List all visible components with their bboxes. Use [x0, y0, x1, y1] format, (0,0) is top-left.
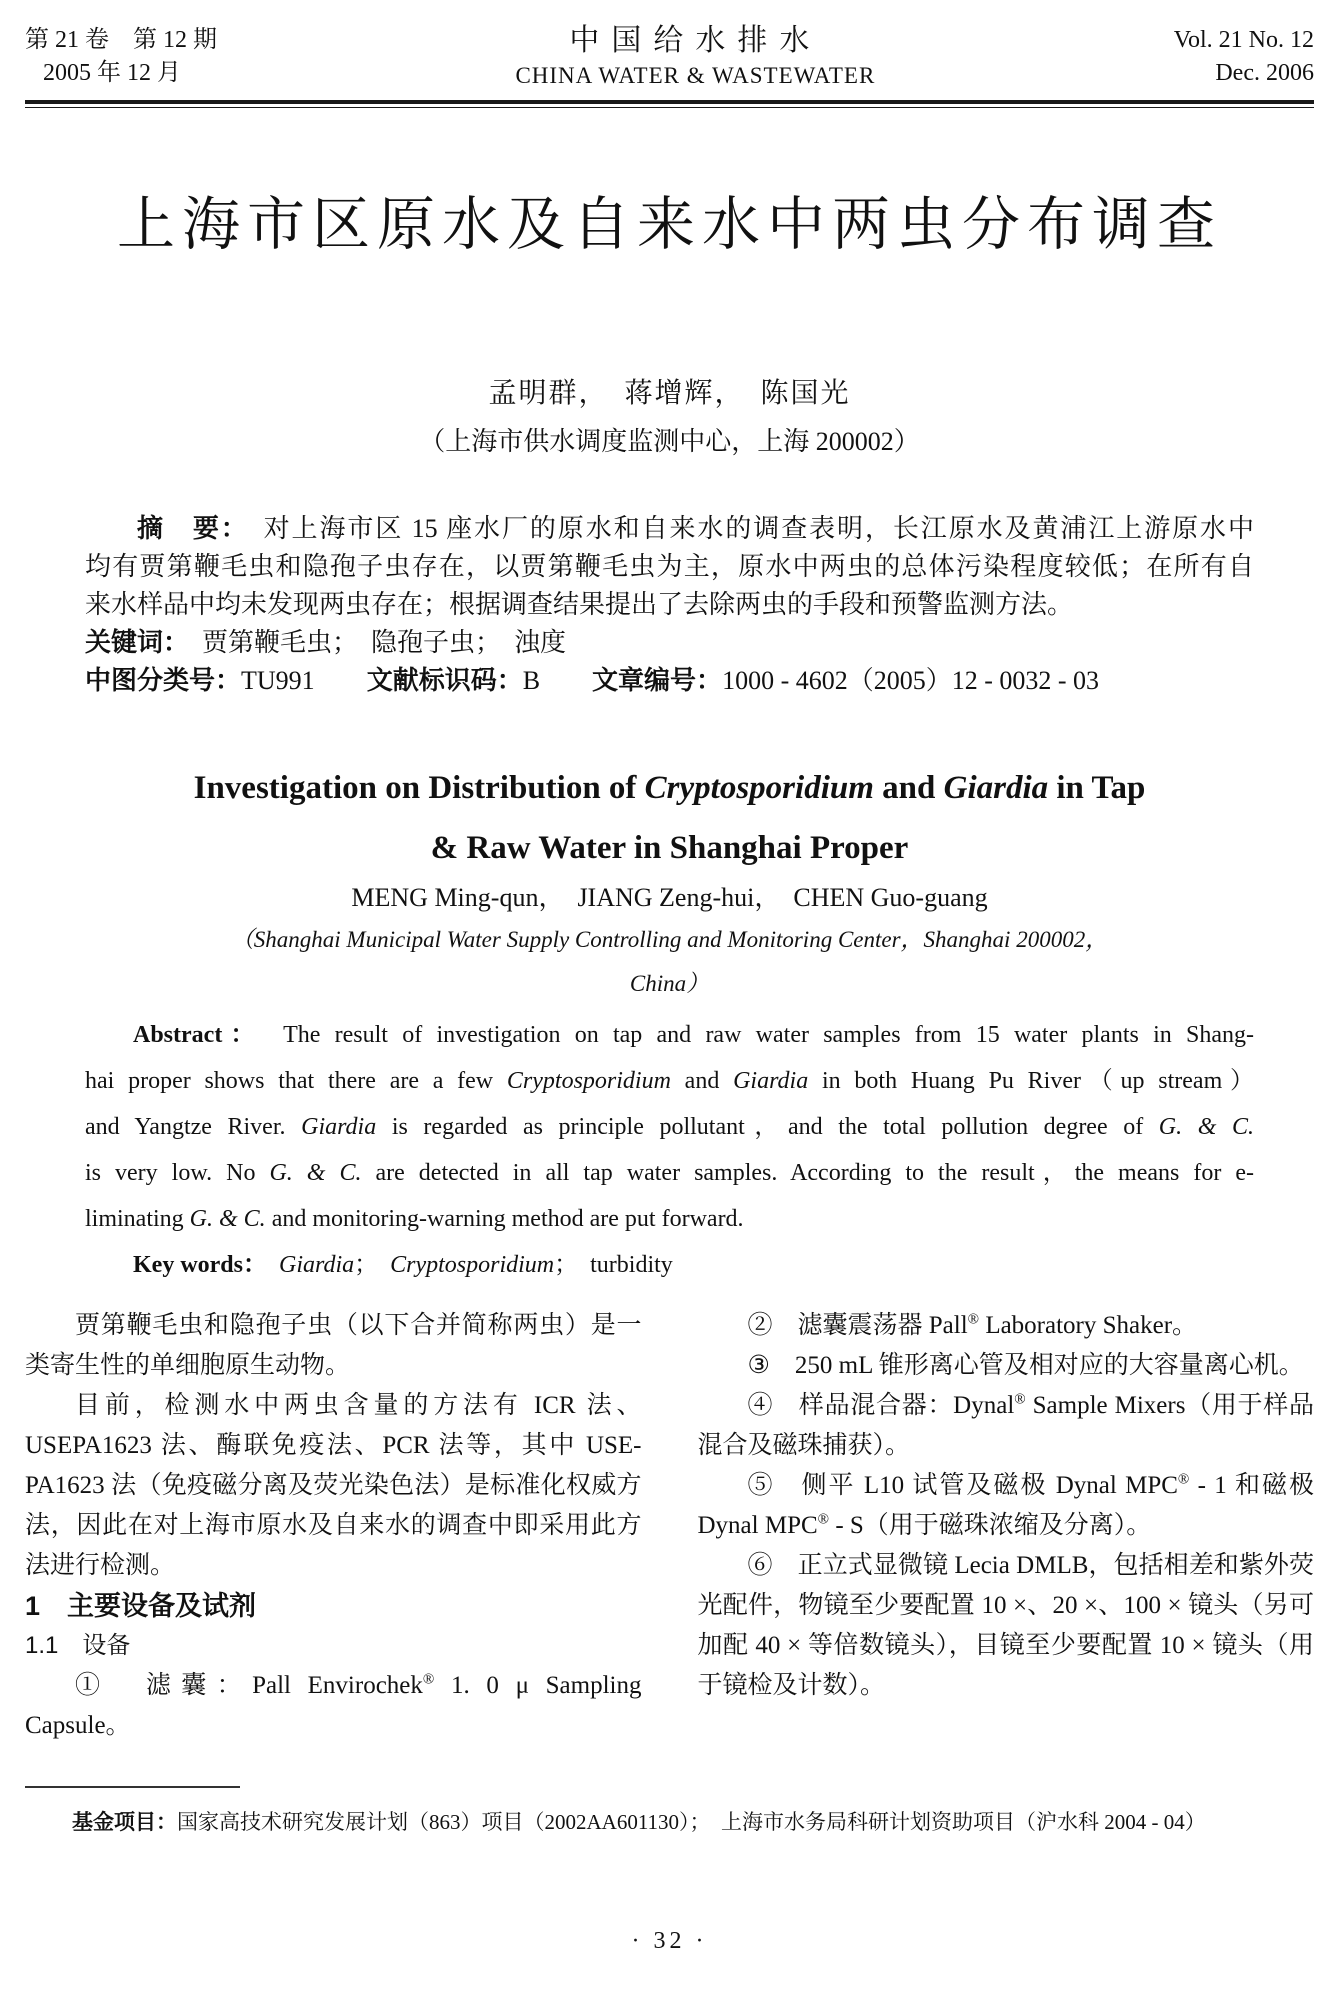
text-segment: 对上海市区 15 座水厂的原水和自来水的调查表明，长江原水及黄浦江上游原水中 — [235, 514, 1254, 543]
text-line — [85, 510, 1254, 548]
authors-en: MENG Ming-qun， JIANG Zeng-hui， CHEN Guo-guang — [351, 883, 988, 912]
text-segment — [255, 1252, 279, 1278]
article-title-en — [25, 758, 1314, 878]
text-segment: 贾第鞭毛虫和隐孢子虫（以下合并简称两虫）是一类寄生性的单细胞原生动物。 — [25, 1312, 642, 1379]
text-segment: and monitoring-warning method are put forward. — [265, 1206, 744, 1232]
text-segment: The result of investigation on tap and raw water samples from 15 water plants in Shang- — [250, 1022, 1254, 1048]
text-line — [25, 818, 1314, 878]
text-segment: 关键词： — [85, 628, 177, 657]
paragraph — [698, 1346, 1315, 1386]
text-segment: ③ 250 mL 锥形离心管及相对应的大容量离心机。 — [747, 1352, 1304, 1379]
affiliation-en — [25, 918, 1314, 1006]
volume-number-en: Vol. 21 No. 12 — [1173, 27, 1314, 53]
page-number: · 32 · — [631, 1928, 708, 1954]
text-segment: Abstract： — [133, 1022, 251, 1048]
text-segment: ® — [817, 1511, 830, 1528]
text-segment: 均有贾第鞭毛虫和隐孢子虫存在，以贾第鞭毛虫为主，原水中两虫的总体污染程度较低；在所有自 — [85, 552, 1254, 581]
text-segment: ⑤ 侧平 L10 试管及磁极 Dynal MPC — [747, 1472, 1178, 1499]
header-issue-info — [25, 24, 217, 90]
paragraph — [698, 1306, 1315, 1346]
text-segment: 来水样品中均未发现两虫存在；根据调查结果提出了去除两虫的手段和预警监测方法。 — [85, 590, 1074, 619]
footnote-divider — [25, 1786, 240, 1788]
text-segment: ； turbidity — [554, 1252, 673, 1278]
text-segment: Giardia — [733, 1068, 809, 1094]
text-segment: 基金项目： — [72, 1810, 177, 1834]
text-segment: 文献标识码： — [366, 666, 523, 695]
text-segment: Investigation on Distribution of — [193, 770, 645, 806]
text-segment: ® — [1014, 1391, 1026, 1408]
text-segment: and — [670, 1068, 734, 1094]
section-heading — [25, 1586, 642, 1626]
issue-date-cn: 2005 年 12 月 — [43, 60, 181, 86]
text-segment: - 1 和磁极 Dynal MPC — [697, 1472, 1314, 1539]
text-segment: 中图分类号： — [85, 666, 242, 695]
text-segment: ® — [422, 1671, 435, 1688]
left-column — [25, 1306, 642, 1746]
volume-issue: 第 21 卷 第 12 期 — [25, 27, 217, 53]
abstract-cn-paragraph — [85, 510, 1254, 624]
keywords-en — [85, 1242, 1254, 1288]
text-segment: ④ 样品混合器：Dynal — [747, 1392, 1015, 1419]
text-segment: 文章编号： — [592, 666, 723, 695]
text-segment: in both Huang Pu River（up stream） — [808, 1068, 1254, 1094]
text-line — [85, 1058, 1254, 1104]
text-segment: TU991 — [241, 666, 367, 695]
section-heading — [25, 1626, 642, 1666]
journal-header — [25, 0, 1314, 92]
issue-date-en: Dec. 2006 — [1215, 60, 1314, 86]
text-segment: 1000 - 4602（2005）12 - 0032 - 03 — [722, 666, 1100, 695]
text-line — [85, 548, 1254, 586]
fund-project-note — [25, 1802, 1314, 1842]
article-title-cn: 上海市区原水及自来水中两虫分布调查 — [116, 192, 1222, 257]
text-segment: 贾第鞭毛虫； 隐孢子虫； 浊度 — [176, 628, 567, 657]
abstract-en-section — [85, 1012, 1254, 1288]
text-line — [85, 1150, 1254, 1196]
paragraph — [25, 1666, 642, 1746]
keywords-cn — [85, 624, 1254, 662]
text-segment: ® — [967, 1311, 980, 1328]
text-segment: G. & C. — [269, 1160, 362, 1186]
paragraph — [698, 1466, 1315, 1546]
affiliation-cn: （上海市供水调度监测中心，上海 200002） — [419, 427, 920, 456]
text-segment: Giardia — [943, 770, 1049, 806]
text-segment: Laboratory Shaker。 — [979, 1312, 1198, 1339]
text-segment: Cryptosporidium — [644, 770, 874, 806]
text-segment: 目前，检测水中两虫含量的方法有 ICR 法、USEPA1623 法、酶联免疫法、PCR 法等，其中 USE-PA1623 法（免疫磁分离及荧光染色法）是标准化权威方法，因此在对上海市原水及自来水的调查中即采用此方法进行检测。 — [25, 1392, 642, 1579]
text-segment: - S（用于磁珠浓缩及分离）。 — [829, 1512, 1152, 1539]
text-line — [25, 962, 1314, 1006]
journal-title-en: CHINA WATER & WASTEWATER — [515, 63, 876, 88]
text-segment: 1.1 设备 — [25, 1632, 131, 1659]
text-segment: in Tap — [1048, 770, 1146, 806]
text-segment: liminating — [85, 1206, 190, 1232]
text-segment: & Raw Water in Shanghai Proper — [430, 830, 909, 866]
right-column — [698, 1306, 1315, 1746]
text-segment: 国家高技术研究发展计划（863）项目（2002AA601130）； 上海市水务局科研计划资助项目（沪水科 2004 - 04） — [177, 1810, 1206, 1834]
authors-cn: 孟明群， 蒋增辉， 陈国光 — [488, 378, 851, 409]
text-segment: ⑥ 正立式显微镜 Lecia DMLB，包括相差和紫外荧光配件，物镜至少要配置 10 ×、20 ×、100 × 镜头（另可加配 40 × 等倍数镜头），目镜至少要配置 10 × 镜头（用于镜检及计数）。 — [697, 1552, 1314, 1699]
text-segment: is very low. No — [85, 1160, 270, 1186]
text-line — [85, 1012, 1254, 1058]
body-columns — [25, 1306, 1314, 1746]
text-segment: ① 滤囊：Pall Envirochek — [75, 1672, 423, 1699]
text-segment: G. & C. — [189, 1206, 266, 1232]
abstract-cn-section — [85, 510, 1254, 700]
text-segment: and Yangtze River. — [85, 1114, 302, 1140]
text-segment: Key words： — [133, 1252, 255, 1278]
text-segment: 1. 0 μ Sampling Capsule。 — [25, 1672, 642, 1739]
text-segment: Giardia — [301, 1114, 377, 1140]
text-line — [85, 1196, 1254, 1242]
text-line — [25, 758, 1314, 818]
clc-line — [85, 662, 1254, 700]
paragraph — [698, 1546, 1315, 1706]
text-line — [85, 1104, 1254, 1150]
header-volume-info — [1174, 24, 1314, 90]
text-segment: ② 滤囊震荡器 Pall — [747, 1312, 968, 1339]
paragraph — [25, 1306, 642, 1386]
text-segment: Cryptosporidium — [390, 1252, 555, 1278]
text-segment: Giardia — [279, 1252, 355, 1278]
text-segment: ® — [1177, 1471, 1190, 1488]
text-segment: are detected in all tap water samples. According to the result，the means for e- — [361, 1160, 1254, 1186]
text-segment: ； — [354, 1252, 391, 1278]
text-segment: is regarded as principle pollutant，and the total pollution degree of — [376, 1114, 1159, 1140]
text-segment: Cryptosporidium — [506, 1068, 671, 1094]
paragraph — [25, 1386, 642, 1586]
text-segment: Sample Mixers（用于样品混合及磁珠捕获）。 — [697, 1392, 1314, 1459]
text-segment: B — [522, 666, 593, 695]
text-line — [25, 918, 1314, 962]
header-divider — [25, 100, 1314, 108]
journal-title-block — [515, 24, 875, 92]
text-segment: China） — [629, 971, 710, 996]
text-line — [85, 586, 1254, 624]
abstract-en-paragraph — [85, 1012, 1254, 1242]
text-segment: and — [873, 770, 944, 806]
text-segment: 摘 要： — [137, 514, 236, 543]
text-segment: （Shanghai Municipal Water Supply Controlling and Monitoring Center，Shanghai 200002， — [230, 927, 1109, 952]
text-segment: G. & C. — [1158, 1114, 1254, 1140]
text-segment: 1 主要设备及试剂 — [25, 1591, 257, 1621]
text-segment: hai proper shows that there are a few — [85, 1068, 507, 1094]
paragraph — [698, 1386, 1315, 1466]
journal-title-cn: 中国给水排水 — [569, 24, 822, 57]
